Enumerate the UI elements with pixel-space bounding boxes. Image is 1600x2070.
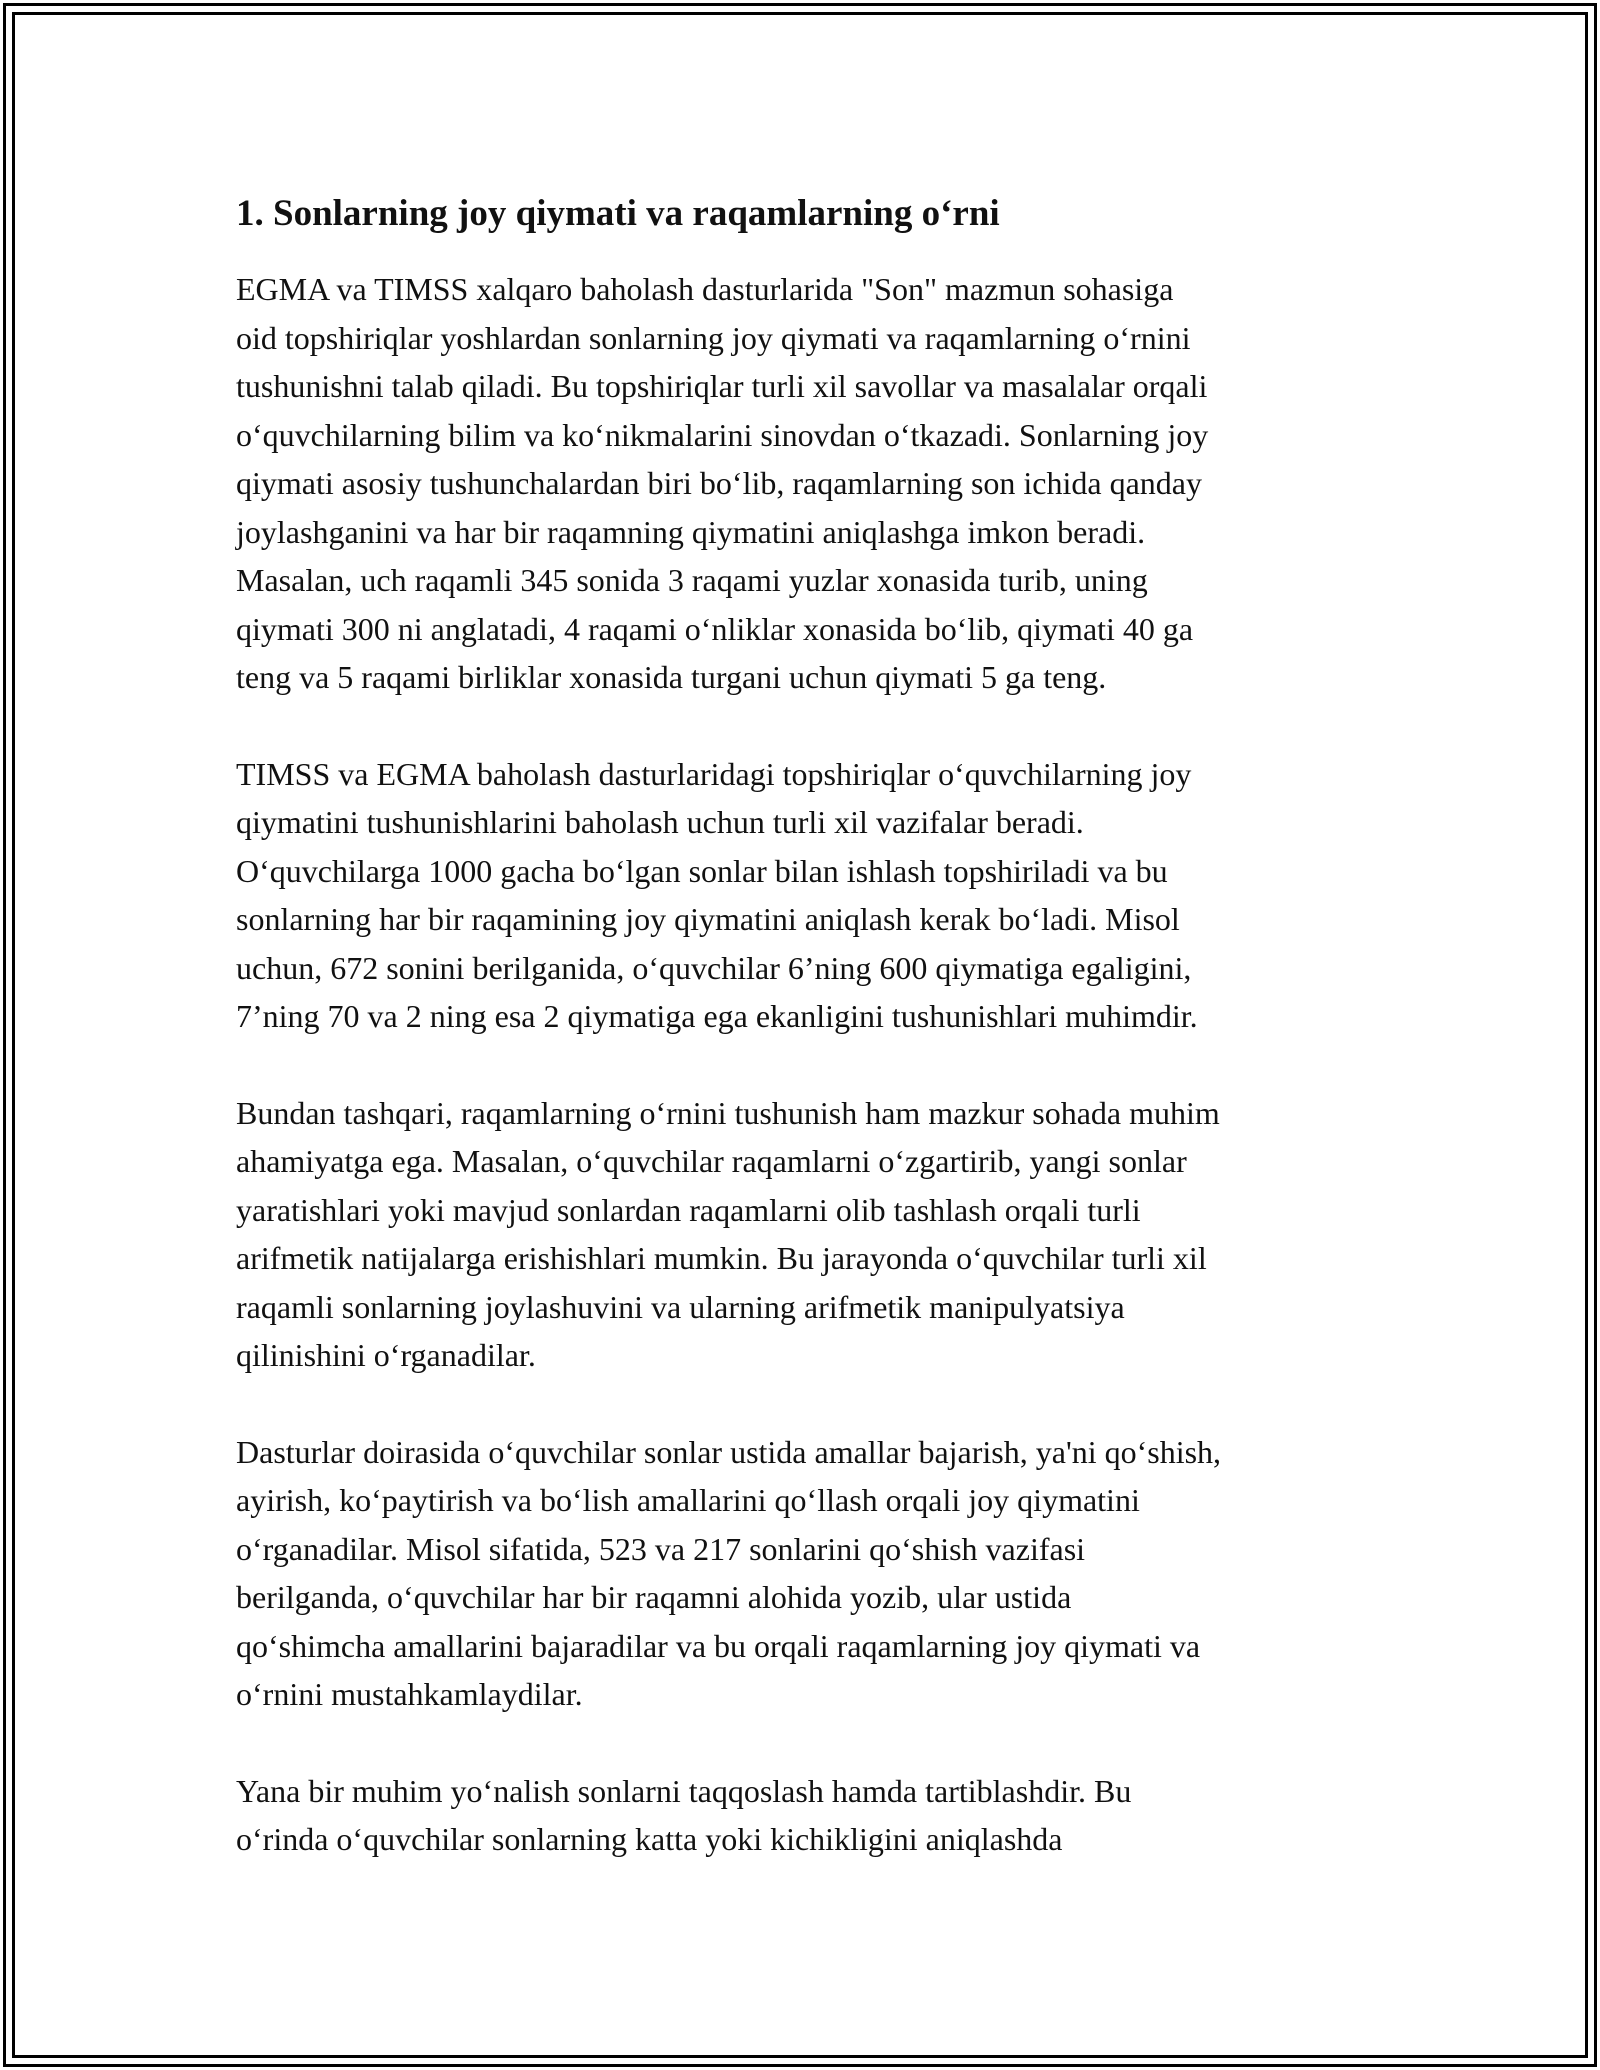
text-line: teng va 5 raqami birliklar xonasida turgani uchun qiymati 5 ga teng. [236,659,1107,695]
text-line: EGMA va TIMSS xalqaro baholash dasturlarida "Son" mazmun sohasiga [236,271,1174,307]
text-line: joylashganini va har bir raqamning qiymatini aniqlashga imkon beradi. [236,513,1146,550]
text-line: sonlarning har bir raqamining joy qiymatini aniqlash kerak bo‘ladi. Misol [236,901,1180,937]
text-line: qiymati 300 ni anglatadi, 4 raqami o‘nliklar xonasida bo‘lib, qiymati 40 ga [236,610,1194,647]
paragraph-assessment-tasks [236,750,1376,1041]
text-line: qiymati asosiy tushunchalardan biri bo‘lib, raqamlarning son ichida qanday [236,465,1202,501]
text-line: uchun, 672 sonini berilganida, o‘quvchilar 6’ning 600 qiymatiga egaligini, [236,949,1192,986]
text-line: o‘rnini mustahkamlaydilar. [236,1676,583,1712]
text-line: qiymatini tushunishlarini baholash uchun turli xil vazifalar beradi. [236,804,1084,840]
paragraph-digit-position [236,1089,1376,1380]
text-line: qilinishini o‘rganadilar. [236,1337,536,1373]
text-line: Dasturlar doirasida o‘quvchilar sonlar ustida amallar bajarish, ya'ni qo‘shish, [236,1433,1222,1470]
text-line: qo‘shimcha amallarini bajaradilar va bu orqali raqamlarning joy qiymati va [236,1627,1201,1664]
paragraph-operations [236,1428,1376,1719]
text-line: ahamiyatga ega. Masalan, o‘quvchilar raqamlarni o‘zgartirib, yangi sonlar [236,1143,1187,1179]
text-line: o‘rinda o‘quvchilar sonlarning katta yoki kichikligini aniqlashda [236,1821,1063,1857]
text-line: yaratishlari yoki mavjud sonlardan raqamlarni olib tashlash orqali turli [236,1191,1141,1228]
text-line: o‘rganadilar. Misol sifatida, 523 va 217 sonlarini qo‘shish vazifasi [236,1530,1086,1567]
text-line: raqamli sonlarning joylashuvini va ularning arifmetik manipulyatsiya [236,1288,1125,1325]
paragraph-comparison [236,1767,1376,1864]
text-line: arifmetik natijalarga erishishlari mumkin. Bu jarayonda o‘quvchilar turli xil [236,1240,1207,1276]
text-line: tushunishni talab qiladi. Bu topshiriqlar turli xil savollar va masalalar orqali [236,368,1208,404]
text-line: oid topshiriqlar yoshlardan sonlarning joy qiymati va raqamlarning o‘rnini [236,319,1191,356]
text-line: O‘quvchilarga 1000 gacha bo‘lgan sonlar bilan ishlash topshiriladi va bu [236,852,1168,889]
text-line: Yana bir muhim yo‘nalish sonlarni taqqoslash hamda tartiblashdir. Bu [236,1772,1132,1809]
document-content [236,186,1376,1912]
text-line: o‘quvchilarning bilim va ko‘nikmalarini sinovdan o‘tkazadi. Sonlarning joy [236,416,1209,453]
text-line: ayirish, ko‘paytirish va bo‘lish amallarini qo‘llash orqali joy qiymatini [236,1482,1140,1518]
text-line: TIMSS va EGMA baholash dasturlaridagi topshiriqlar o‘quvchilarning joy [236,755,1192,792]
text-line: 7’ning 70 va 2 ning esa 2 qiymatiga ega ekanligini tushunishlari muhimdir. [236,998,1198,1034]
text-line: Bundan tashqari, raqamlarning o‘rnini tushunish ham mazkur sohada muhim [236,1094,1220,1131]
section-heading: 1. Sonlarning joy qiymati va raqamlarning o‘rni [236,193,1000,234]
text-line: berilganda, o‘quvchilar har bir raqamni alohida yozib, ular ustida [236,1579,1072,1615]
text-line: Masalan, uch raqamli 345 sonida 3 raqami yuzlar xonasida turib, uning [236,562,1148,598]
paragraph-place-value-intro [236,265,1376,702]
